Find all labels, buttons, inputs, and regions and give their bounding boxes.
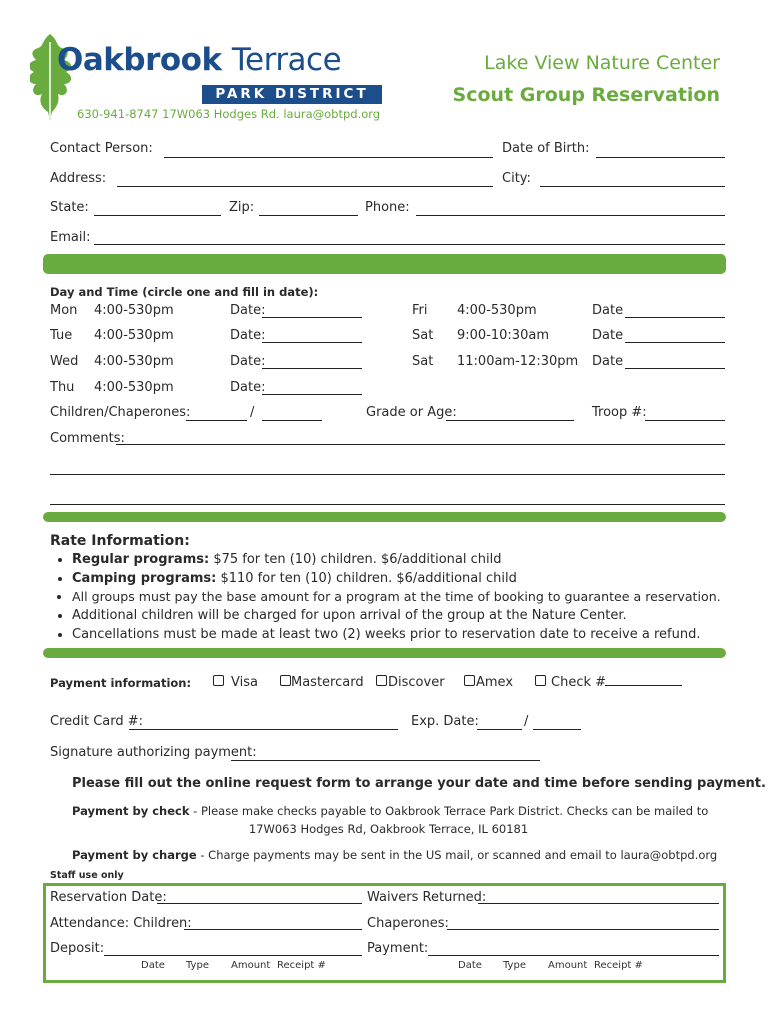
rate-item: • All groups must pay the base amount for a program at the time of booking to guarantee a reservation.: [72, 588, 752, 607]
dob-label: Date of Birth:: [502, 141, 590, 156]
deposit-sub-amount: Amount: [231, 960, 271, 971]
deposit-sub-receipt: Receipt #: [277, 960, 326, 971]
time-label[interactable]: 4:00-530pm: [94, 328, 174, 343]
time-label[interactable]: 4:00-530pm: [457, 303, 537, 318]
state-field[interactable]: [94, 215, 221, 216]
time-label[interactable]: 9:00-10:30am: [457, 328, 549, 343]
email-field[interactable]: [94, 244, 725, 245]
day-label[interactable]: Fri: [412, 303, 428, 318]
discover-checkbox[interactable]: [376, 675, 387, 686]
amex-label: Amex: [476, 675, 514, 690]
comments-label: Comments:: [50, 431, 125, 446]
comments-field-line-2[interactable]: [50, 474, 725, 475]
waivers-label: Waivers Returned:: [367, 890, 487, 905]
deposit-sub-type: Type: [186, 960, 209, 971]
date-field[interactable]: [625, 368, 725, 369]
deposit-sub-date: Date: [141, 960, 165, 971]
check-number-field[interactable]: [605, 685, 682, 686]
divider-bar-3: [43, 648, 726, 658]
credit-card-field[interactable]: [129, 729, 398, 730]
deposit-field[interactable]: [104, 955, 362, 956]
chaperones-field[interactable]: [447, 929, 719, 930]
date-field[interactable]: [262, 317, 362, 318]
reservation-date-label: Reservation Date:: [50, 890, 167, 905]
address-label: Address:: [50, 171, 107, 186]
org-name: Oakbrook Terrace: [57, 42, 342, 78]
waivers-field[interactable]: [478, 903, 719, 904]
amex-checkbox[interactable]: [464, 675, 475, 686]
payment-sub-amount: Amount: [548, 960, 588, 971]
date-field[interactable]: [625, 342, 725, 343]
grade-field[interactable]: [446, 420, 574, 421]
children-slash: /: [250, 405, 255, 420]
time-label[interactable]: 4:00-530pm: [94, 303, 174, 318]
logo: [30, 32, 390, 122]
time-label[interactable]: 4:00-530pm: [94, 380, 174, 395]
day-label[interactable]: Wed: [50, 354, 79, 369]
schedule-heading: Day and Time (circle one and fill in date):: [50, 285, 319, 299]
payment-notice: Please fill out the online request form to arrange your date and time before sending payment.: [72, 776, 766, 791]
date-field[interactable]: [262, 394, 362, 395]
date-field[interactable]: [625, 317, 725, 318]
date-label: Date:: [230, 328, 266, 343]
exp-date-label: Exp. Date:: [411, 714, 479, 729]
credit-card-label: Credit Card #:: [50, 714, 144, 729]
exp-slash: /: [524, 714, 529, 729]
date-label: Date:: [230, 380, 266, 395]
time-label[interactable]: 4:00-530pm: [94, 354, 174, 369]
contact-person-field[interactable]: [164, 157, 493, 158]
reservation-date-field[interactable]: [157, 903, 362, 904]
date-label: Date: [592, 354, 624, 369]
discover-label: Discover: [388, 675, 445, 690]
payment-by-charge: Payment by charge - Charge payments may be sent in the US mail, or scanned and email to laura@obtpd.org: [72, 848, 718, 862]
divider-bar-1: [43, 254, 726, 274]
city-field[interactable]: [540, 186, 725, 187]
state-label: State:: [50, 200, 89, 215]
visa-checkbox[interactable]: [213, 675, 224, 686]
date-field[interactable]: [262, 342, 362, 343]
day-label[interactable]: Sat: [412, 354, 434, 369]
troop-label: Troop #:: [592, 405, 647, 420]
time-label[interactable]: 11:00am-12:30pm: [457, 354, 579, 369]
signature-field[interactable]: [231, 760, 540, 761]
chaperones-label: Chaperones:: [367, 916, 449, 931]
rate-item: • Regular programs: $75 for ten (10) children. $6/additional child: [72, 551, 752, 570]
mastercard-checkbox[interactable]: [280, 675, 291, 686]
day-label[interactable]: Tue: [50, 328, 73, 343]
date-label: Date: [592, 303, 624, 318]
rate-list: [50, 551, 752, 645]
zip-field[interactable]: [259, 215, 358, 216]
comments-field-line-1[interactable]: [116, 444, 725, 445]
visa-label: Visa: [231, 675, 258, 690]
form-title: Scout Group Reservation: [452, 84, 720, 106]
day-label[interactable]: Mon: [50, 303, 78, 318]
signature-label: Signature authorizing payment:: [50, 745, 257, 760]
payment-staff-label: Payment:: [367, 941, 429, 956]
divider-bar-2: [43, 512, 726, 522]
date-label: Date:: [230, 303, 266, 318]
check-label: Check #: [551, 675, 607, 690]
payment-label: Payment information:: [50, 676, 192, 690]
email-label: Email:: [50, 230, 91, 245]
phone-field[interactable]: [416, 215, 725, 216]
check-checkbox[interactable]: [535, 675, 546, 686]
deposit-label: Deposit:: [50, 941, 105, 956]
contact-line: 630-941-8747 17W063 Hodges Rd. laura@obtpd.org: [77, 107, 381, 121]
address-field[interactable]: [117, 186, 493, 187]
grade-label: Grade or Age:: [366, 405, 457, 420]
date-label: Date: [592, 328, 624, 343]
payment-sub-type: Type: [503, 960, 526, 971]
date-field[interactable]: [262, 368, 362, 369]
mastercard-label: Mastercard: [291, 675, 364, 690]
day-label[interactable]: Thu: [50, 380, 75, 395]
exp-month-field[interactable]: [477, 729, 522, 730]
phone-label: Phone:: [365, 200, 410, 215]
date-label: Date:: [230, 354, 266, 369]
payment-sub-date: Date: [458, 960, 482, 971]
zip-label: Zip:: [229, 200, 255, 215]
city-label: City:: [502, 171, 531, 186]
payment-staff-field[interactable]: [428, 955, 719, 956]
staff-heading: Staff use only: [50, 870, 124, 881]
troop-field[interactable]: [645, 420, 725, 421]
attendance-field[interactable]: [184, 929, 362, 930]
check-address: 17W063 Hodges Rd, Oakbrook Terrace, IL 60181: [248, 822, 529, 836]
rate-item: • Additional children will be charged for upon arrival of the group at the Nature Center.: [72, 607, 752, 626]
chaperones-count-field[interactable]: [262, 420, 322, 421]
exp-year-field[interactable]: [533, 729, 581, 730]
payment-by-check: Payment by check - Please make checks payable to Oakbrook Terrace Park District. Checks can be mailed to: [72, 804, 709, 818]
day-label[interactable]: Sat: [412, 328, 434, 343]
payment-sub-receipt: Receipt #: [594, 960, 643, 971]
contact-person-label: Contact Person:: [50, 141, 153, 156]
rate-heading: Rate Information:: [50, 533, 190, 549]
center-name: Lake View Nature Center: [484, 52, 720, 74]
dob-field[interactable]: [596, 157, 725, 158]
children-chaperones-label: Children/Chaperones:: [50, 405, 191, 420]
children-count-field[interactable]: [186, 420, 247, 421]
attendance-label: Attendance: Children:: [50, 916, 192, 931]
org-subtitle: PARK DISTRICT: [202, 85, 382, 104]
comments-field-line-3[interactable]: [50, 504, 725, 505]
rate-item: • Cancellations must be made at least two (2) weeks prior to reservation date to receive a refund.: [72, 626, 752, 645]
rate-item: • Camping programs: $110 for ten (10) children. $6/additional child: [72, 570, 752, 589]
